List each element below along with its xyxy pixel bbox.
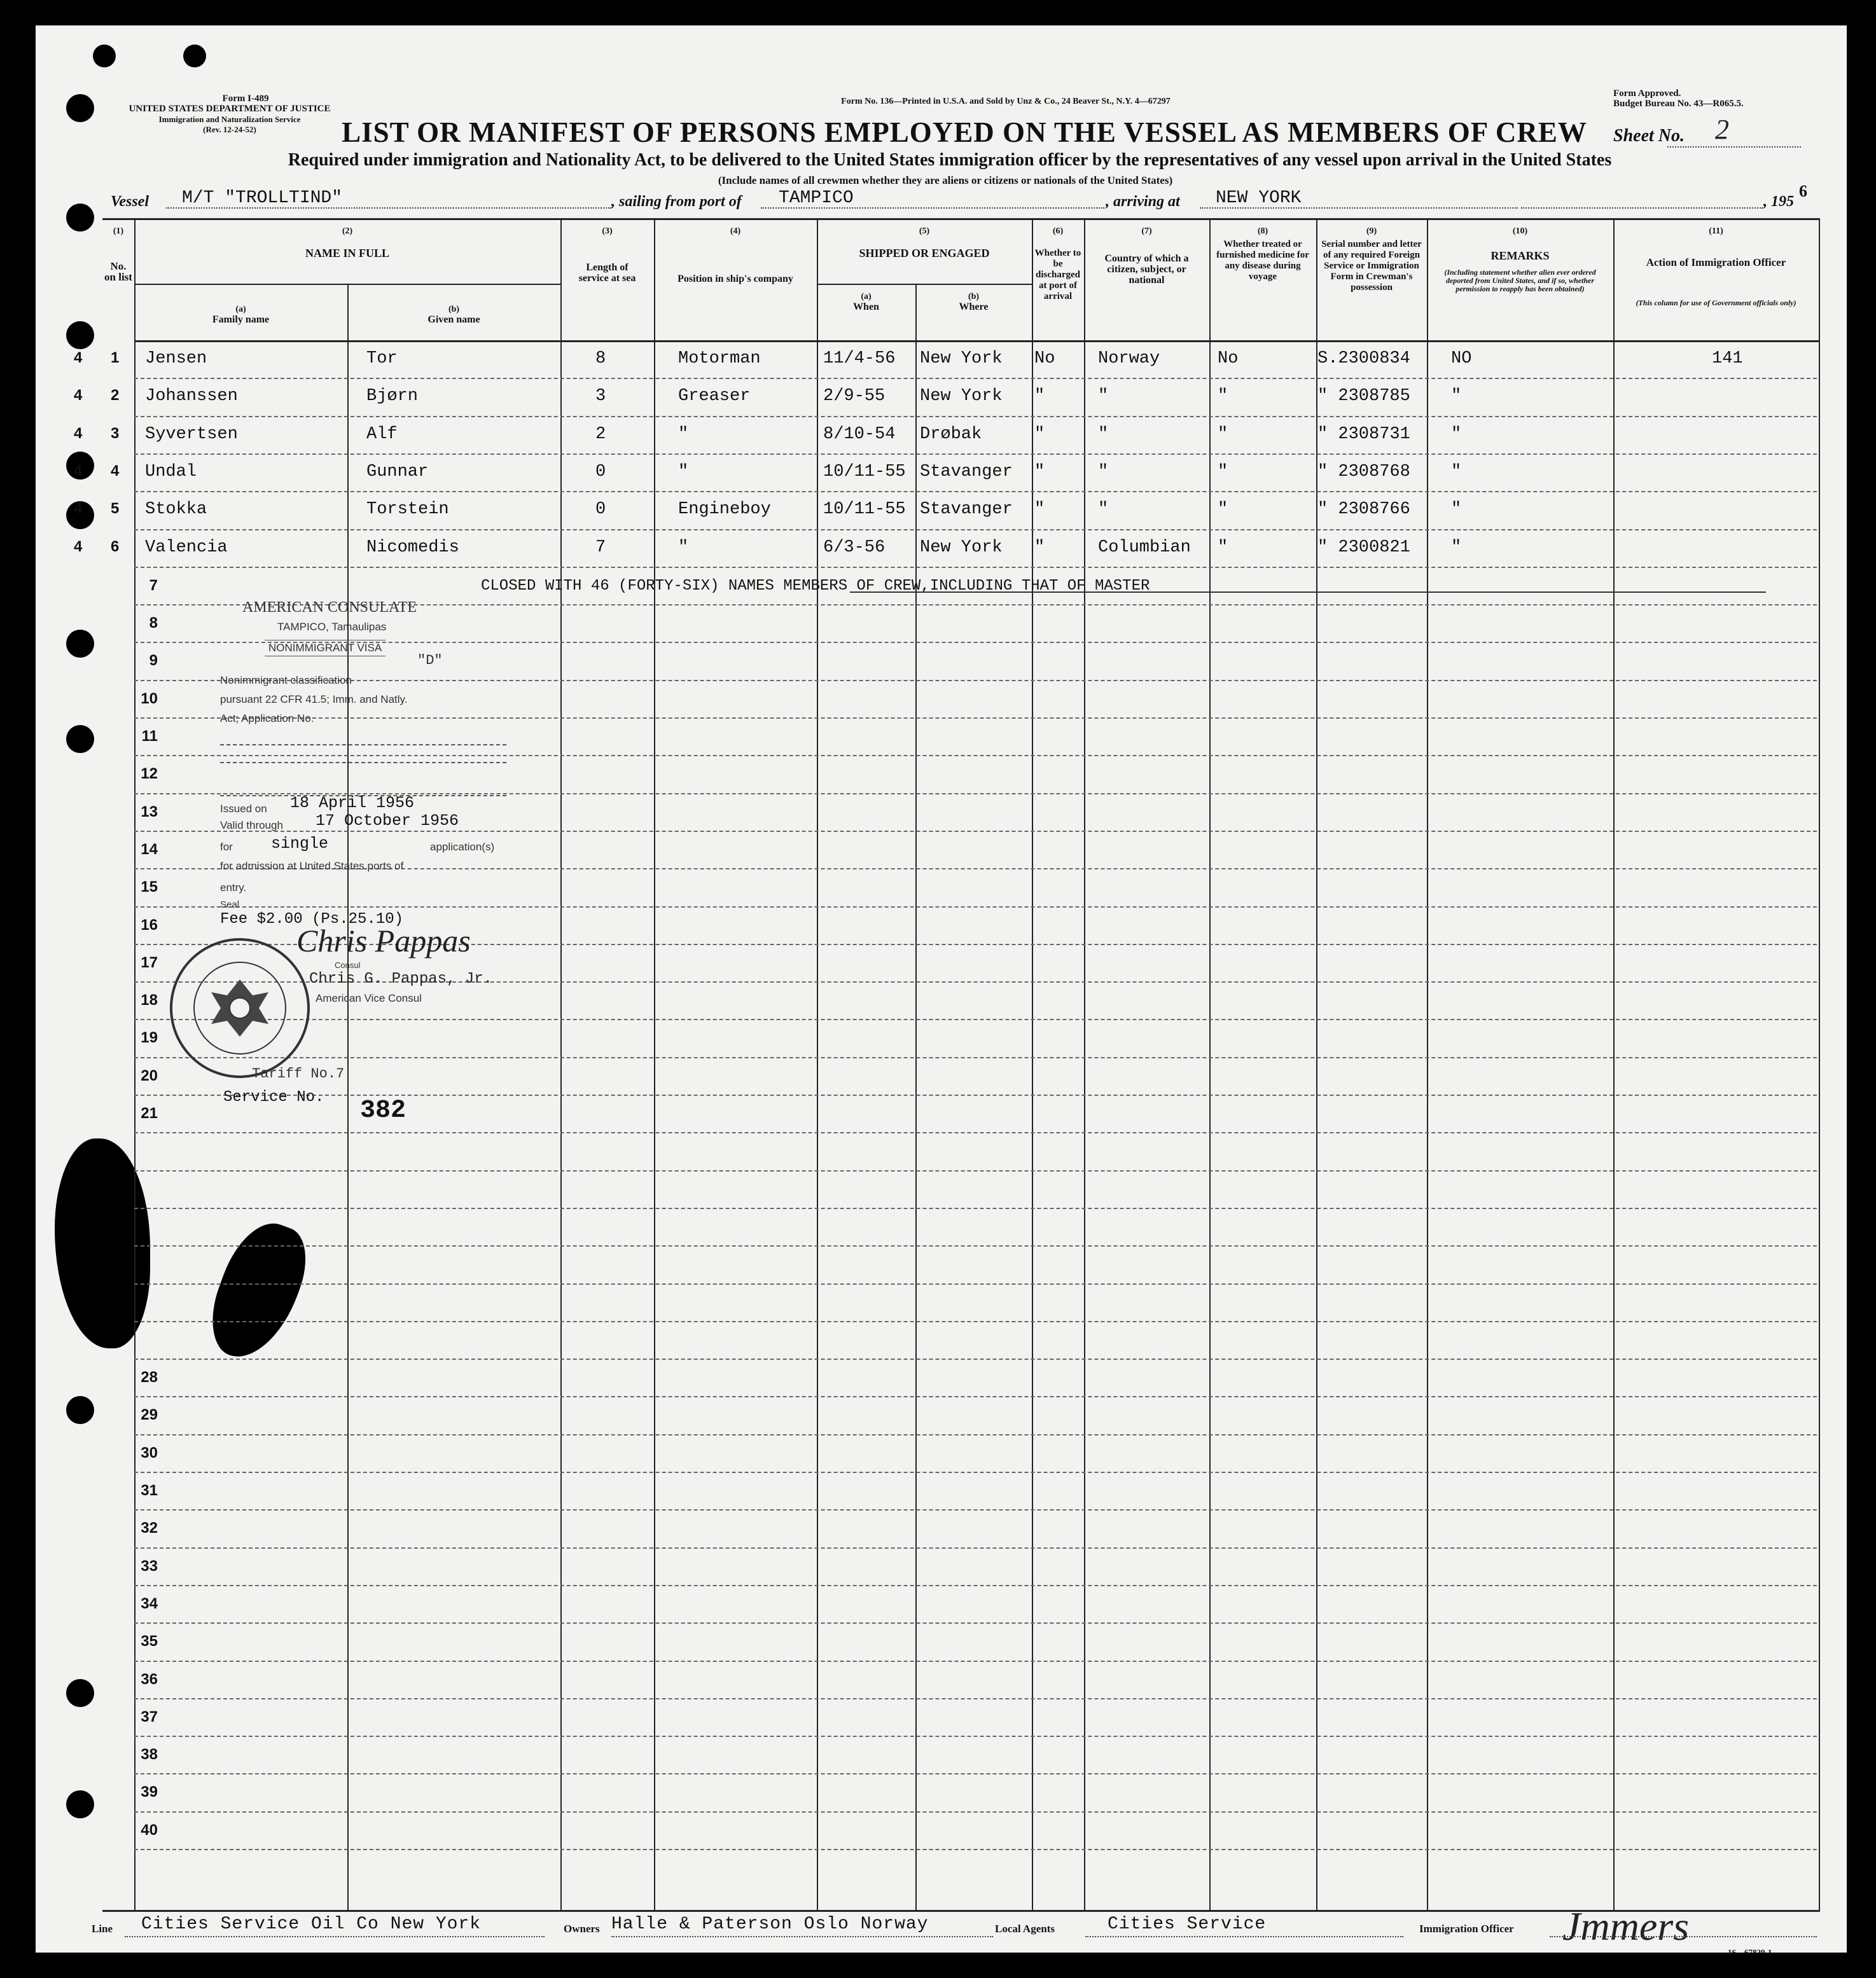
footer-officer-label: Immigration Officer xyxy=(1419,1923,1514,1935)
row-rule xyxy=(134,1321,1817,1322)
column-header-no: No. on list xyxy=(104,260,132,283)
row-number: 12 xyxy=(141,765,158,782)
crew-cell-family: Stokka xyxy=(145,500,207,519)
row-rule xyxy=(134,1359,1817,1360)
footer-line-rule xyxy=(125,1936,545,1937)
stamp-line-1: Nonimmigrant classification xyxy=(220,674,352,686)
crew-cell-serial: S.2300834 xyxy=(1317,349,1410,368)
row-rule xyxy=(134,1245,1817,1247)
crew-cell-remarks: " xyxy=(1451,387,1462,406)
row-rule xyxy=(134,491,1817,492)
consul-signature: Chris Pappas xyxy=(296,923,471,958)
shipped-subheader-rule xyxy=(817,284,1032,285)
footer-agents-value: Cities Service xyxy=(1108,1914,1267,1934)
punch-hole xyxy=(66,725,94,753)
crew-cell-discharged: " xyxy=(1034,500,1045,519)
column-header-name: NAME IN FULL xyxy=(305,247,389,259)
closing-statement: CLOSED WITH 46 (FORTY-SIX) NAMES MEMBERS OF CREW,INCLUDING THAT OF MASTER xyxy=(481,577,1150,595)
row-number: 9 xyxy=(149,652,158,669)
crew-cell-prefix: 4 xyxy=(74,462,83,480)
subtitle-note: (Include names of all crewmen whether they are aliens or citizens or nationals of the United States) xyxy=(718,174,1173,186)
form-number: Form I-489 xyxy=(222,93,269,104)
punch-hole xyxy=(66,204,94,232)
row-number: 38 xyxy=(141,1746,158,1763)
crew-cell-family: Jensen xyxy=(145,349,207,368)
row-rule xyxy=(134,1811,1817,1813)
row-rule xyxy=(134,1434,1817,1435)
crew-cell-medicine: " xyxy=(1218,425,1228,444)
officer-signature: Jmmers xyxy=(1562,1904,1690,1949)
stamp-service-value: 382 xyxy=(360,1096,406,1125)
footer-officer-rule xyxy=(1550,1936,1817,1937)
row-number: 20 xyxy=(141,1067,158,1084)
row-rule xyxy=(134,1661,1817,1662)
crew-cell-service: 2 xyxy=(595,425,606,444)
footer-form-code: 16—67829-1 xyxy=(1728,1947,1772,1957)
row-rule xyxy=(134,453,1817,455)
column-header-action: Action of Immigration Officer xyxy=(1646,256,1786,268)
year-label: , 195 xyxy=(1763,193,1794,210)
crew-cell-prefix: 4 xyxy=(74,500,83,517)
stamp-vice-consul: American Vice Consul xyxy=(316,992,422,1004)
footer-owners-rule xyxy=(611,1936,993,1937)
crew-cell-serial: " 2300821 xyxy=(1317,538,1410,557)
crew-cell-position: Greaser xyxy=(678,387,751,406)
footer-line-label: Line xyxy=(92,1923,113,1935)
footer-owners-label: Owners xyxy=(564,1923,600,1935)
sailing-port-value: TAMPICO xyxy=(779,188,854,208)
crew-cell-position: Motorman xyxy=(678,349,761,368)
action-note: (This column for use of Government officials only) xyxy=(1636,298,1796,307)
row-number: 37 xyxy=(141,1708,158,1726)
punch-hole xyxy=(66,94,94,122)
row-rule xyxy=(134,529,1817,530)
crew-cell-family: Johanssen xyxy=(145,387,238,406)
crew-cell-medicine: " xyxy=(1218,387,1228,406)
column-header-country: Country of which a citizen, subject, or national xyxy=(1104,253,1189,286)
row-rule xyxy=(134,1509,1817,1511)
crew-cell-where: Stavanger xyxy=(920,500,1013,519)
stamp-applications: application(s) xyxy=(430,841,495,853)
col-number: (7) xyxy=(1141,226,1152,236)
row-number: 8 xyxy=(149,614,158,632)
sailing-label: , sailing from port of xyxy=(611,193,742,210)
row-number: 33 xyxy=(141,1558,158,1575)
manifest-sheet xyxy=(36,25,1847,1957)
row-number: 29 xyxy=(141,1406,158,1423)
crew-cell-prefix: 4 xyxy=(74,349,83,366)
crew-cell-service: 0 xyxy=(595,462,606,481)
crew-cell-given: Nicomedis xyxy=(366,538,459,557)
arriving-port-value: NEW YORK xyxy=(1216,188,1302,208)
row-number: 28 xyxy=(141,1369,158,1386)
col-letter: (b) xyxy=(968,292,980,301)
crew-cell-serial: " 2308768 xyxy=(1317,462,1410,481)
table-header-bottom xyxy=(134,340,1820,342)
punch-hole xyxy=(66,1679,94,1707)
crew-cell-where: New York xyxy=(920,387,1003,406)
col-border xyxy=(1032,218,1033,1910)
col-number: (9) xyxy=(1366,226,1377,236)
col-border xyxy=(817,218,818,1910)
crew-cell-discharged: " xyxy=(1034,538,1045,557)
footer-owners-value: Halle & Paterson Oslo Norway xyxy=(611,1914,929,1934)
punch-hole xyxy=(66,630,94,658)
crew-cell-service: 0 xyxy=(595,500,606,519)
stamp-line-2: pursuant 22 CFR 41.5; Imm. and Natly. xyxy=(220,693,408,705)
stamp-blank-line xyxy=(220,762,506,763)
printer-line: Form No. 136—Printed in U.S.A. and Sold by Unz & Co., 24 Beaver St., N.Y. 4—67297 xyxy=(841,97,1171,106)
row-rule xyxy=(134,1849,1817,1850)
row-number: 18 xyxy=(141,992,158,1009)
row-rule xyxy=(134,416,1817,417)
column-header-where: Where xyxy=(959,301,989,312)
row-number: 10 xyxy=(141,690,158,707)
col-number: (8) xyxy=(1257,226,1268,236)
crew-cell-discharged: " xyxy=(1034,425,1045,444)
budget-bureau: Budget Bureau No. 43—R065.5. xyxy=(1613,99,1744,109)
crew-cell-service: 3 xyxy=(595,387,606,406)
date-line xyxy=(1521,207,1763,209)
col-border xyxy=(1084,218,1085,1910)
stamp-for-label: for xyxy=(220,841,233,853)
crew-cell-country: " xyxy=(1098,500,1109,519)
crew-cell-country: Norway xyxy=(1098,349,1160,368)
table-top-border xyxy=(102,218,1820,220)
row-rule xyxy=(134,680,1817,681)
row-rule xyxy=(134,1736,1817,1737)
row-rule xyxy=(134,1698,1817,1699)
row-rule xyxy=(134,1170,1817,1172)
row-rule xyxy=(134,1622,1817,1624)
stamp-issued-value: 18 April 1956 xyxy=(290,794,415,812)
column-header-length-of-service: Length of service at sea xyxy=(578,262,636,284)
row-rule xyxy=(134,1095,1817,1096)
crew-cell-medicine: " xyxy=(1218,500,1228,519)
crew-cell-where: New York xyxy=(920,349,1003,368)
footer-agents-label: Local Agents xyxy=(995,1923,1055,1935)
crew-cell-country: " xyxy=(1098,462,1109,481)
row-rule xyxy=(134,1547,1817,1549)
row-number: 7 xyxy=(149,577,158,594)
column-header-medicine: Whether treated or furnished medicine for any disease during voyage xyxy=(1216,239,1309,282)
stamp-consul-name: Chris G. Pappas, Jr. xyxy=(309,971,493,988)
crew-cell-position: Engineboy xyxy=(678,500,771,519)
crew-cell-position: " xyxy=(678,462,689,481)
punch-hole xyxy=(66,1790,94,1818)
row-rule xyxy=(134,1019,1817,1020)
col-border xyxy=(1427,218,1428,1910)
vessel-value: M/T "TROLLTIND" xyxy=(182,188,343,208)
row-rule xyxy=(134,1396,1817,1397)
crew-cell-no: 6 xyxy=(111,538,120,555)
year-value: 6 xyxy=(1799,182,1807,200)
crew-cell-no: 5 xyxy=(111,500,120,517)
column-header-serial-number: Serial number and letter of any required Foreign Service or Immigration Form in Crewman's possession xyxy=(1321,239,1422,293)
sheet-number-label: Sheet No. xyxy=(1613,126,1685,146)
row-rule xyxy=(134,1057,1817,1058)
crew-cell-medicine: No xyxy=(1218,349,1239,368)
stamp-city: TAMPICO, Tamaulipas xyxy=(277,621,387,633)
column-header-remarks: REMARKS xyxy=(1490,249,1550,262)
crew-cell-service: 7 xyxy=(595,538,606,557)
crew-cell-remarks: " xyxy=(1451,425,1462,444)
punch-hole xyxy=(66,321,94,349)
col-number: (2) xyxy=(342,226,353,236)
stamp-tariff: Tariff No.7 xyxy=(252,1066,345,1082)
row-number: 39 xyxy=(141,1783,158,1801)
stamp-visa-class: "D" xyxy=(417,653,443,668)
stamp-blank-line xyxy=(220,744,506,745)
col-number: (6) xyxy=(1052,226,1064,236)
punch-hole xyxy=(183,45,206,67)
col-letter: (b) xyxy=(448,305,460,314)
crew-cell-where: Drøbak xyxy=(920,425,982,444)
row-rule xyxy=(134,717,1817,719)
row-number: 13 xyxy=(141,803,158,820)
row-rule xyxy=(134,831,1817,832)
service-name: Immigration and Naturalization Service xyxy=(158,114,301,124)
col-border xyxy=(915,284,917,1910)
column-header-discharged: Whether to be discharged at port of arrival xyxy=(1034,248,1081,301)
crew-cell-given: Torstein xyxy=(366,500,449,519)
col-border xyxy=(347,284,349,1910)
col-border xyxy=(654,218,655,1910)
table-right-border xyxy=(1819,218,1820,1910)
crew-cell-given: Gunnar xyxy=(366,462,429,481)
row-number: 19 xyxy=(141,1029,158,1046)
crew-cell-country: Columbian xyxy=(1098,538,1191,557)
col-number: (10) xyxy=(1512,226,1528,236)
row-number: 35 xyxy=(141,1633,158,1650)
crew-cell-when: 10/11-55 xyxy=(823,500,906,519)
row-rule xyxy=(134,1132,1817,1133)
crew-cell-when: 6/3-56 xyxy=(823,538,886,557)
crew-cell-medicine: " xyxy=(1218,538,1228,557)
punch-hole xyxy=(66,1396,94,1424)
stamp-service-label: Service No. xyxy=(223,1089,324,1106)
remarks-note: (Including statement whether alien ever ordered deported from United States, and if so, whether permission to reapply has been obtained) xyxy=(1444,268,1596,293)
crew-cell-family: Syvertsen xyxy=(145,425,238,444)
crew-cell-where: Stavanger xyxy=(920,462,1013,481)
row-number: 17 xyxy=(141,954,158,971)
col-border xyxy=(1613,218,1615,1910)
crew-cell-serial: " 2308731 xyxy=(1317,425,1410,444)
stamp-valid-label: Valid through xyxy=(220,819,283,831)
col-letter: (a) xyxy=(235,305,246,314)
crew-cell-where: New York xyxy=(920,538,1003,557)
col-number: (3) xyxy=(602,226,613,236)
footer-line-value: Cities Service Oil Co New York xyxy=(141,1914,482,1934)
form-approved: Form Approved. xyxy=(1613,88,1681,99)
row-number: 11 xyxy=(141,728,158,745)
row-rule xyxy=(134,1472,1817,1473)
crew-cell-no: 3 xyxy=(111,425,120,442)
col-border xyxy=(134,218,135,1910)
col-border xyxy=(560,218,562,1910)
crew-cell-service: 8 xyxy=(595,349,606,368)
vessel-label: Vessel xyxy=(111,193,149,210)
col-number: (5) xyxy=(919,226,930,236)
crew-cell-remarks: " xyxy=(1451,500,1462,519)
row-rule xyxy=(134,642,1817,643)
row-rule xyxy=(134,567,1817,568)
crew-cell-medicine: " xyxy=(1218,462,1228,481)
row-rule xyxy=(134,1208,1817,1209)
row-rule xyxy=(134,1773,1817,1774)
crew-cell-country: " xyxy=(1098,425,1109,444)
row-number: 31 xyxy=(141,1482,158,1499)
row-rule xyxy=(134,906,1817,908)
column-header-given-name: Given name xyxy=(427,314,480,325)
page-title: LIST OR MANIFEST OF PERSONS EMPLOYED ON THE VESSEL AS MEMBERS OF CREW xyxy=(342,116,1587,148)
crew-cell-remarks: " xyxy=(1451,538,1462,557)
department-name: UNITED STATES DEPARTMENT OF JUSTICE xyxy=(129,104,331,114)
footer-agents-rule xyxy=(1085,1936,1403,1937)
row-rule xyxy=(134,1585,1817,1586)
crew-cell-family: Valencia xyxy=(145,538,228,557)
column-header-position: Position in ship's company xyxy=(677,273,793,284)
stamp-for-value: single xyxy=(271,834,329,853)
crew-cell-discharged: No xyxy=(1034,349,1055,368)
sheet-number-value: 2 xyxy=(1715,114,1729,145)
crew-cell-prefix: 4 xyxy=(74,538,83,555)
col-border xyxy=(1209,218,1211,1910)
revision-date: (Rev. 12-24-52) xyxy=(203,125,256,134)
row-number: 40 xyxy=(141,1822,158,1839)
crew-cell-position: " xyxy=(678,425,689,444)
crew-cell-family: Undal xyxy=(145,462,197,481)
row-number: 32 xyxy=(141,1519,158,1537)
stamp-fee: Fee $2.00 (Ps.25.10) xyxy=(220,911,404,928)
crew-cell-when: 11/4-56 xyxy=(823,349,896,368)
crew-cell-position: " xyxy=(678,538,689,557)
crew-cell-discharged: " xyxy=(1034,462,1045,481)
column-header-shipped: SHIPPED OR ENGAGED xyxy=(859,247,990,259)
crew-cell-no: 4 xyxy=(111,462,120,480)
col-number: (4) xyxy=(730,226,741,236)
row-rule xyxy=(134,1283,1817,1285)
stamp-line-3: Act; Application No. xyxy=(220,712,314,724)
row-number: 15 xyxy=(141,878,158,896)
crew-cell-serial: " 2308766 xyxy=(1317,500,1410,519)
punch-hole xyxy=(93,45,116,67)
row-number: 14 xyxy=(141,841,158,858)
crew-cell-serial: " 2308785 xyxy=(1317,387,1410,406)
row-number: 30 xyxy=(141,1444,158,1462)
crew-cell-remarks: NO xyxy=(1451,349,1472,368)
crew-cell-no: 1 xyxy=(111,349,120,366)
arriving-label: , arriving at xyxy=(1106,193,1180,210)
stamp-entry: entry. xyxy=(220,882,247,894)
stamp-seal-label: Seal xyxy=(220,899,240,910)
stamp-issued-label: Issued on xyxy=(220,803,267,815)
crew-cell-action: 141 xyxy=(1712,349,1743,368)
row-number: 16 xyxy=(141,916,158,934)
crew-cell-country: " xyxy=(1098,387,1109,406)
stamp-consul-title: Consul xyxy=(335,960,361,970)
stamp-valid-value: 17 October 1956 xyxy=(316,812,459,830)
subtitle: Required under immigration and Nationality Act, to be delivered to the United States immigration officer by the representatives of any vessel upon arrival in the United States xyxy=(288,150,1612,170)
row-number: 21 xyxy=(141,1105,158,1122)
crew-cell-given: Alf xyxy=(366,425,398,444)
row-rule xyxy=(134,378,1817,379)
col-number: (11) xyxy=(1709,226,1723,236)
stamp-admission: for admission at United States ports of xyxy=(220,860,404,872)
crew-cell-when: 2/9-55 xyxy=(823,387,886,406)
row-number: 36 xyxy=(141,1671,158,1688)
crew-cell-prefix: 4 xyxy=(74,425,83,442)
crew-cell-no: 2 xyxy=(111,387,120,404)
column-header-when: When xyxy=(853,301,879,312)
row-rule xyxy=(134,755,1817,756)
consulate-seal xyxy=(167,935,313,1081)
col-letter: (a) xyxy=(861,292,872,301)
stamp-consulate: AMERICAN CONSULATE xyxy=(242,599,417,616)
row-number: 34 xyxy=(141,1595,158,1612)
closing-strike-line xyxy=(850,591,1766,593)
crew-cell-discharged: " xyxy=(1034,387,1045,406)
crew-cell-when: 10/11-55 xyxy=(823,462,906,481)
crew-cell-given: Tor xyxy=(366,349,398,368)
sheet-number-line xyxy=(1667,146,1801,148)
torn-blot xyxy=(198,1212,318,1370)
column-header-family-name: Family name xyxy=(212,314,270,325)
crew-cell-when: 8/10-54 xyxy=(823,425,896,444)
crew-cell-given: Bjørn xyxy=(366,387,419,406)
crew-cell-remarks: " xyxy=(1451,462,1462,481)
col-number: (1) xyxy=(113,226,124,236)
stamp-visa-type: NONIMMIGRANT VISA xyxy=(265,640,386,656)
crew-cell-prefix: 4 xyxy=(74,387,83,404)
